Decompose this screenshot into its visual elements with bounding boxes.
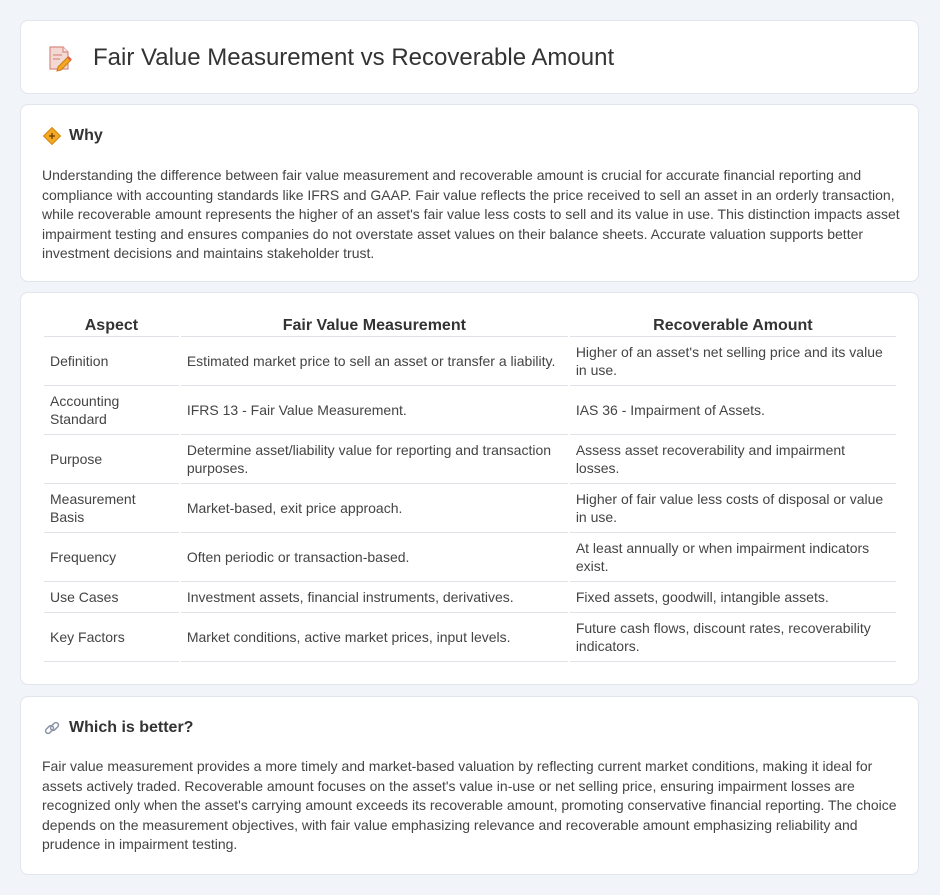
row-fair-value: Investment assets, financial instruments, derivatives. <box>181 582 568 613</box>
title-card <box>20 20 919 94</box>
table-row <box>44 533 896 582</box>
row-recoverable-amount: Assess asset recoverability and impairment losses. <box>570 435 896 484</box>
better-heading: Which is better? <box>69 719 194 736</box>
row-aspect: Key Factors <box>44 613 179 662</box>
table-row <box>44 435 896 484</box>
why-section <box>20 104 919 282</box>
table-row <box>44 484 896 533</box>
link-icon <box>43 719 61 737</box>
why-header <box>43 127 103 145</box>
header-aspect: Aspect <box>44 315 179 337</box>
row-aspect: Accounting Standard <box>44 386 179 435</box>
page-title: Fair Value Measurement vs Recoverable Amount <box>93 44 615 71</box>
row-aspect: Measurement Basis <box>44 484 179 533</box>
row-recoverable-amount: Future cash flows, discount rates, recoverability indicators. <box>570 613 896 662</box>
which-is-better-section <box>20 696 919 875</box>
row-fair-value: Market conditions, active market prices, input levels. <box>181 613 568 662</box>
why-heading: Why <box>69 127 103 144</box>
row-aspect: Purpose <box>44 435 179 484</box>
why-text: Understanding the difference between fair value measurement and recoverable amount is crucial for accurate financial reporting and compliance with accounting standards like IFRS and GAAP. Fair value reflects the price received to sell an asset in an orderly transaction, while recoverable amount represents the higher of an asset's fair value less costs to sell and its value in use. This distinction impacts asset impairment testing and ensures companies do not overstate asset values on their balance sheets. Accurate valuation supports better investment decisions and maintains stakeholder trust. <box>42 167 900 262</box>
row-fair-value: Determine asset/liability value for reporting and transaction purposes. <box>181 435 568 484</box>
row-aspect: Frequency <box>44 533 179 582</box>
table-header-row <box>44 315 896 337</box>
better-header <box>43 719 193 737</box>
diamond-sign-icon <box>43 127 61 145</box>
table-row <box>44 613 896 662</box>
better-text: Fair value measurement provides a more timely and market-based valuation by reflecting current market conditions, making it ideal for assets actively traded. Recoverable amount focuses on the asset's value in-use or net selling price, ensuring impairment losses are recognized only when the asset's carrying amount exceeds its recoverable amount, promoting conservative financial reporting. The choice depends on the measurement objectives, with fair value emphasizing relevance and recoverable amount emphasizing reliability and prudence in impairment testing. <box>42 758 897 853</box>
header-fair-value: Fair Value Measurement <box>181 315 568 337</box>
row-aspect: Definition <box>44 337 179 386</box>
row-aspect: Use Cases <box>44 582 179 613</box>
row-fair-value: Estimated market price to sell an asset or transfer a liability. <box>181 337 568 386</box>
comparison-section <box>20 292 919 685</box>
table-row <box>44 386 896 435</box>
row-recoverable-amount: Higher of an asset's net selling price and its value in use. <box>570 337 896 386</box>
table-row <box>44 582 896 613</box>
document-pencil-icon <box>47 43 73 73</box>
row-recoverable-amount: Higher of fair value less costs of disposal or value in use. <box>570 484 896 533</box>
row-recoverable-amount: Fixed assets, goodwill, intangible assets. <box>570 582 896 613</box>
row-fair-value: IFRS 13 - Fair Value Measurement. <box>181 386 568 435</box>
row-recoverable-amount: At least annually or when impairment indicators exist. <box>570 533 896 582</box>
comparison-table <box>42 315 898 662</box>
header-recoverable-amount: Recoverable Amount <box>570 315 896 337</box>
table-row <box>44 337 896 386</box>
row-recoverable-amount: IAS 36 - Impairment of Assets. <box>570 386 896 435</box>
row-fair-value: Often periodic or transaction-based. <box>181 533 568 582</box>
row-fair-value: Market-based, exit price approach. <box>181 484 568 533</box>
title-wrap <box>47 43 614 73</box>
